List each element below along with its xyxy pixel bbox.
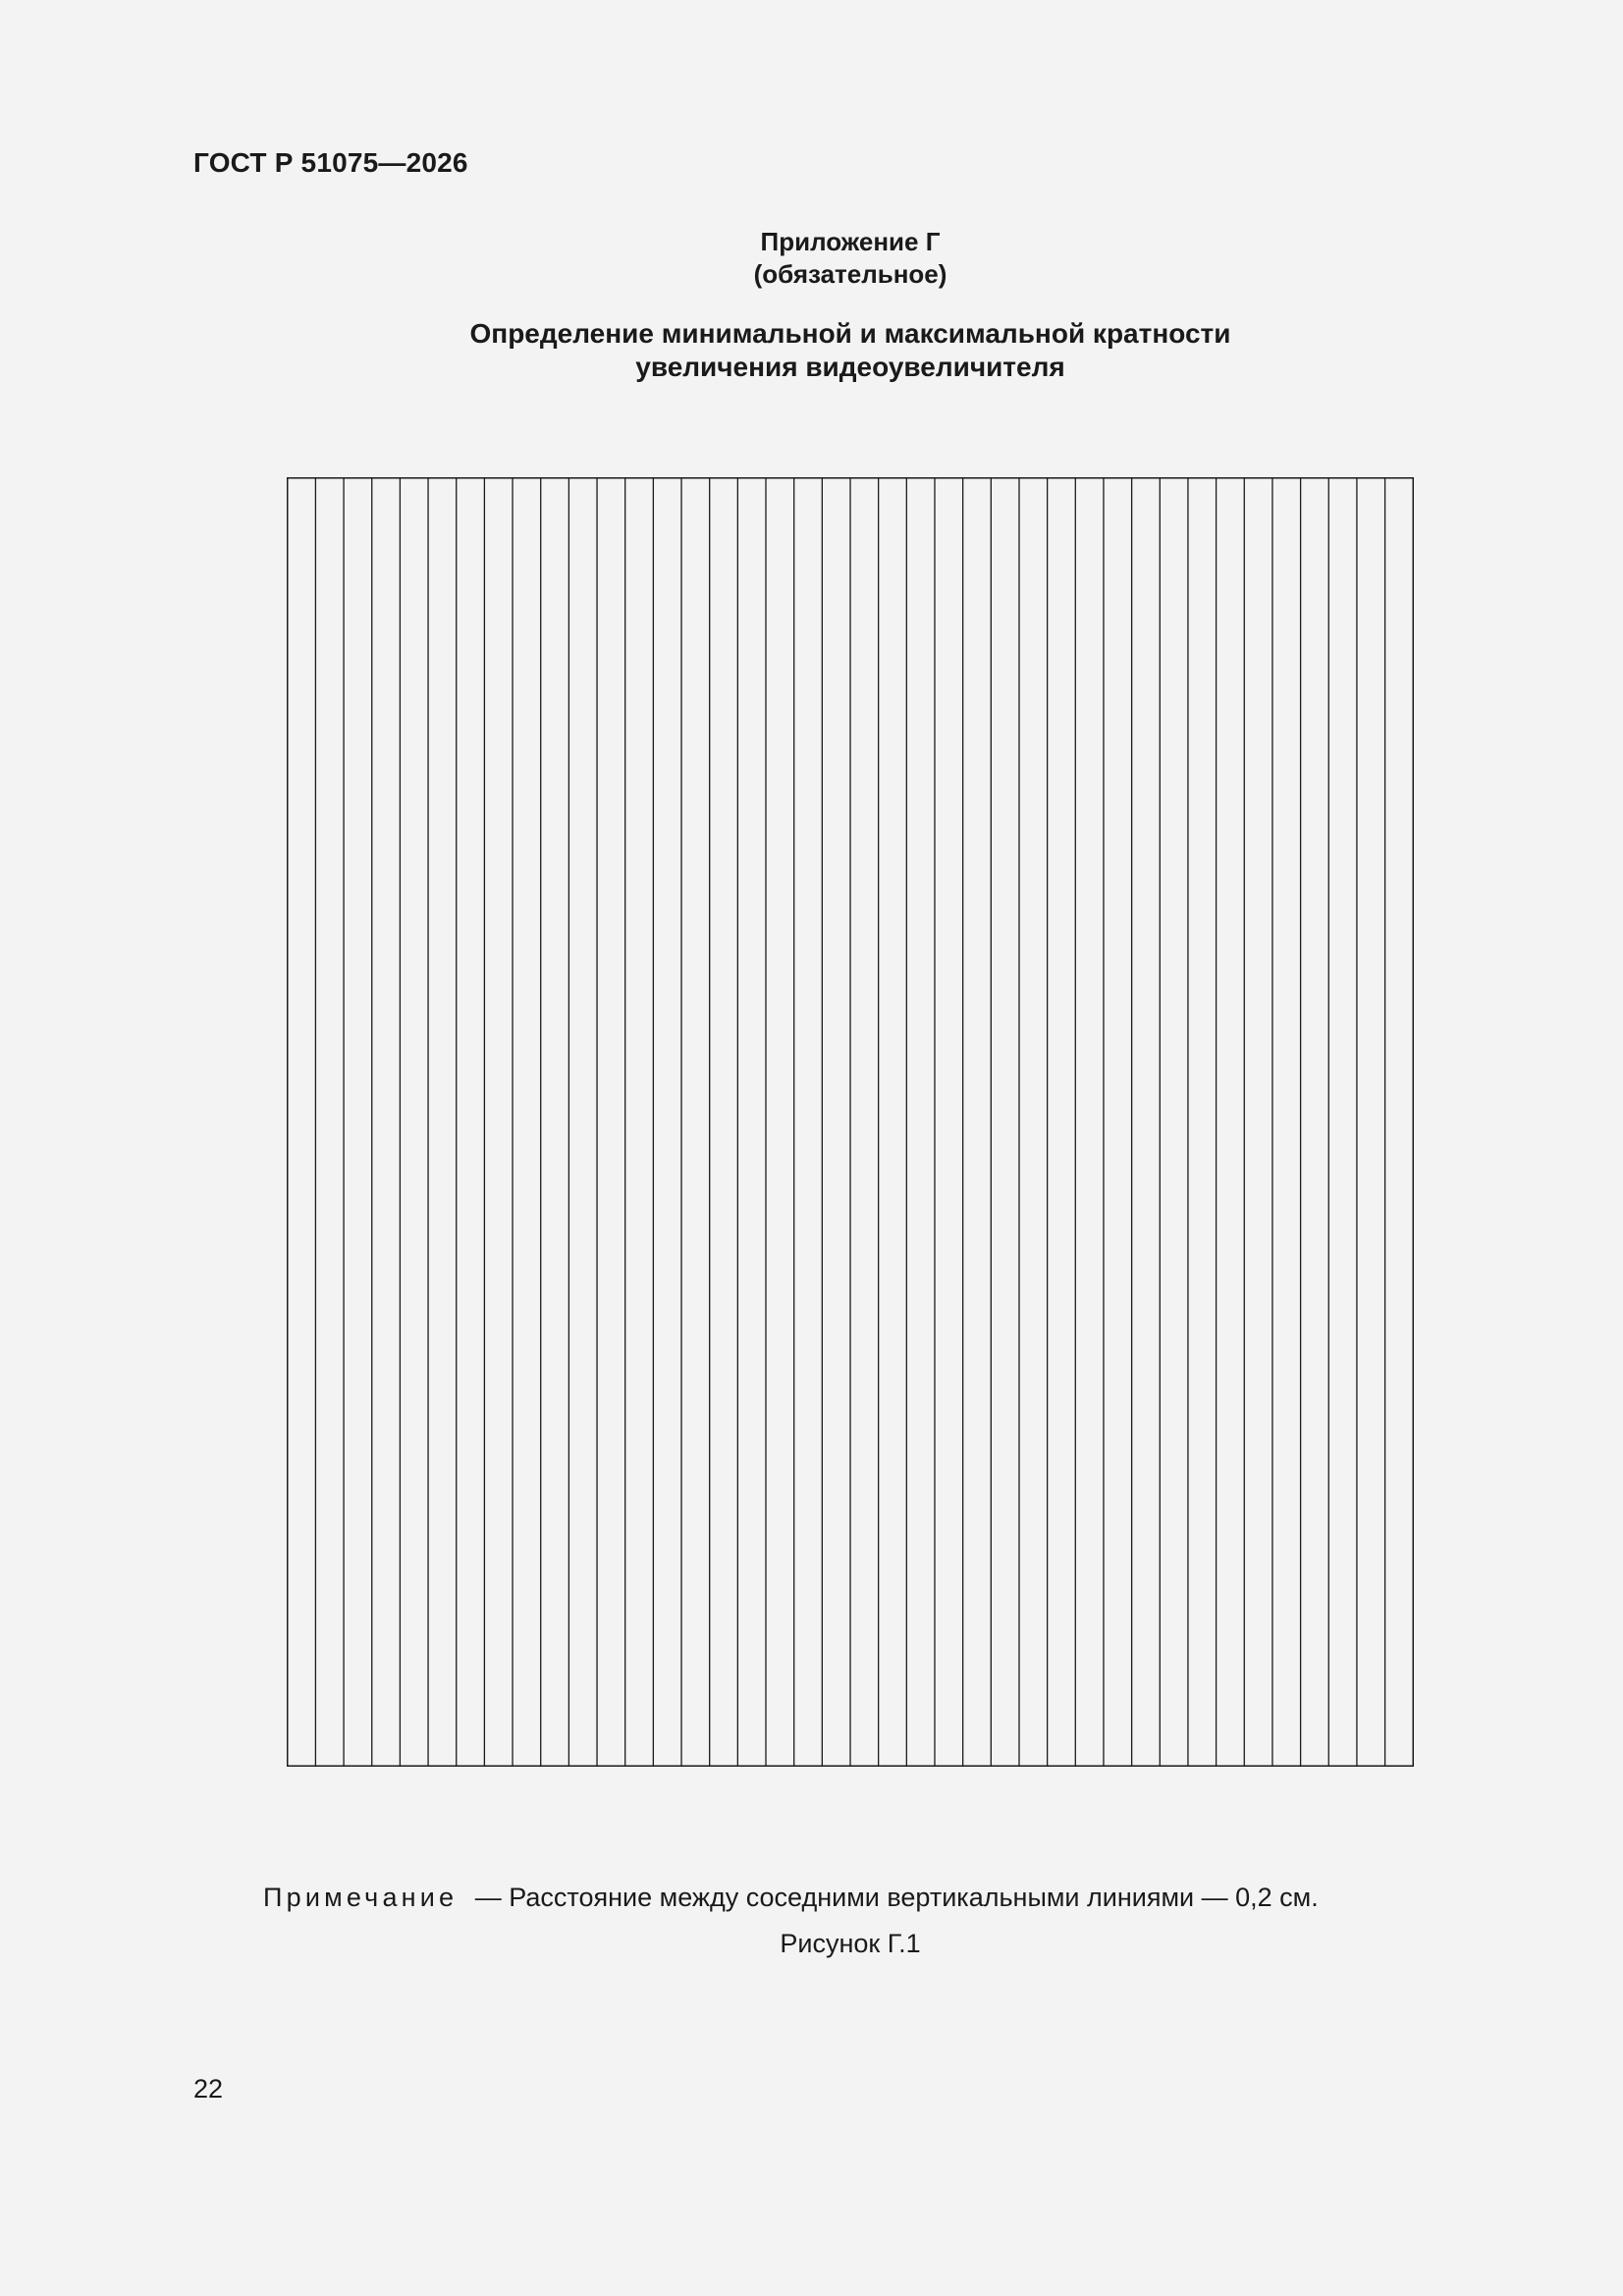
note-text: — Расстояние между соседними вертикальными линиями — 0,2 см. bbox=[474, 1883, 1319, 1912]
section-title-line-1: Определение минимальной и максимальной кратности bbox=[469, 318, 1231, 349]
standard-code: ГОСТ Р 51075—2026 bbox=[193, 147, 468, 178]
section-title-line-2: увеличения видеоувеличителя bbox=[635, 352, 1065, 382]
figure-note bbox=[263, 1881, 1319, 1914]
figure-caption: Рисунок Г.1 bbox=[780, 1929, 921, 1958]
vertical-lines-figure bbox=[287, 477, 1414, 1767]
appendix-title: Приложение Г bbox=[760, 227, 941, 256]
note-label: Примечание bbox=[263, 1883, 459, 1912]
appendix-kind: (обязательное) bbox=[753, 259, 947, 289]
page-number: 22 bbox=[193, 2074, 224, 2104]
line-grid-svg bbox=[287, 477, 1414, 1767]
